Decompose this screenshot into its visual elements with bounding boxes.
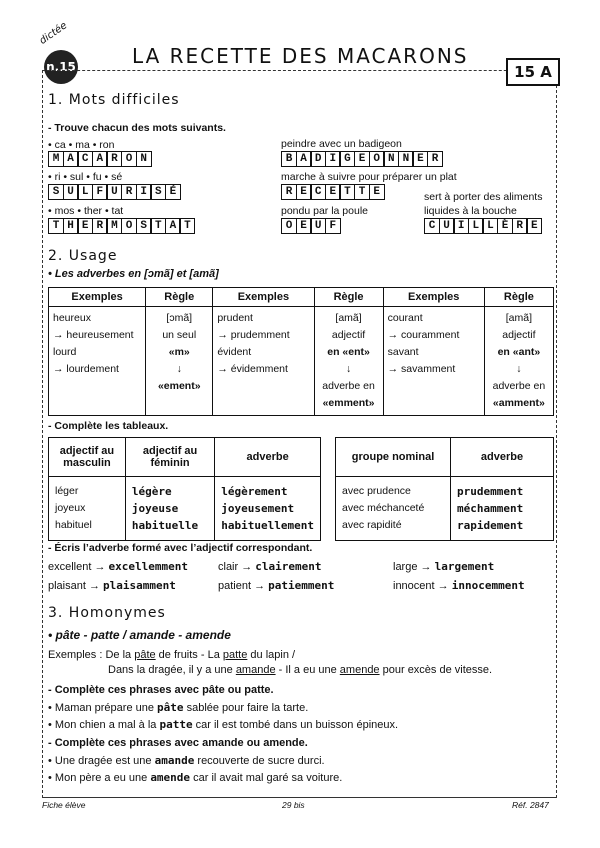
word4-clue: peindre avec un badigeon [281, 138, 402, 150]
s2-subtitle: • Les adverbes en [ɔmã] et [amã] [48, 268, 219, 280]
letter-box: C [424, 218, 440, 234]
th-adverb: adverbe [215, 438, 321, 477]
word6-clue: pondu par la poule [281, 205, 368, 217]
ex-line: → prudemment [217, 329, 290, 341]
letter-box: L [482, 218, 498, 234]
th-examples-3: Exemples [383, 288, 484, 307]
letter-box: M [106, 218, 122, 234]
letter-box: U [310, 218, 326, 234]
text: • Mon père a eu une [48, 772, 151, 784]
th-examples-2: Exemples [213, 288, 314, 307]
sentence-1 [48, 701, 308, 714]
answer: amende [150, 771, 191, 784]
adverb-item-5 [218, 579, 334, 592]
adverb-answer: clairement [255, 560, 322, 573]
th-noun-group: groupe nominal [336, 438, 451, 477]
adjective-table [48, 437, 321, 541]
letter-box: E [412, 151, 428, 167]
rule-cell-1 [146, 307, 213, 416]
letter-box: R [121, 184, 137, 200]
letter-box: S [136, 218, 152, 234]
rule-line: [ɔmã] [166, 312, 193, 324]
sentence-4 [48, 771, 342, 784]
ex-line: heureux [53, 312, 91, 324]
ex-line: → heureusement [53, 329, 134, 341]
th-examples-1: Exemples [49, 288, 146, 307]
rule-line: en «ant» [497, 346, 541, 358]
adj-text: large → [393, 561, 432, 573]
cell-line: avec rapidité [342, 519, 402, 531]
ex-line: → évidemment [217, 363, 288, 375]
text: • Mon chien a mal à la [48, 719, 160, 731]
dictee-label: dictée [37, 20, 70, 47]
page-title: LA RECETTE DES MACARONS [132, 44, 469, 68]
sentence-3 [48, 754, 325, 767]
letter-box: M [48, 151, 64, 167]
answer-line: prudemment [457, 485, 524, 498]
letter-box: O [369, 151, 385, 167]
noun-group-table [335, 437, 554, 541]
letter-box: T [179, 218, 195, 234]
letter-box: R [512, 218, 528, 234]
adj-text: plaisant → [48, 580, 100, 592]
footer-left: Fiche élève [42, 800, 86, 810]
letter-box: I [136, 184, 152, 200]
rule-line: ↓ [516, 363, 522, 375]
rule-line: «emment» [322, 397, 375, 409]
word7-clue-line2: liquides à la bouche [424, 205, 517, 217]
ex-line: savant [387, 346, 419, 358]
answer-line: habituelle [131, 519, 199, 532]
ex-line: évident [217, 346, 252, 358]
adverb-item-3 [393, 560, 494, 573]
letter-box: O [121, 218, 137, 234]
letter-box: E [354, 151, 370, 167]
noun-group-cell [336, 477, 451, 541]
rule-line: «m» [168, 346, 190, 358]
letter-box: E [77, 218, 93, 234]
fem-cell [125, 477, 214, 541]
s2-instruction-write: - Écris l’adverbe formé avec l’adjectif correspondant. [48, 542, 313, 554]
rule-line: adverbe en [492, 380, 546, 392]
adj-text: patient → [218, 580, 266, 592]
examples-cell-3 [383, 307, 484, 416]
word7-clue-line1: sert à porter des aliments [424, 191, 543, 203]
letter-box: A [63, 151, 79, 167]
text: pour excès de vitesse. [379, 664, 493, 676]
example-line-2 [108, 664, 492, 676]
rule-line: [amã] [335, 312, 362, 324]
word3-syllables: • mos • ther • tat [48, 205, 124, 217]
letter-box: T [339, 184, 355, 200]
letter-box: S [150, 184, 166, 200]
answer-line: rapidement [457, 519, 524, 532]
underlined-word: amande [235, 664, 276, 676]
s2-instruction-tables: - Complète les tableaux. [48, 420, 169, 432]
lesson-number-badge: n.15 [44, 50, 78, 84]
cell-line: avec prudence [342, 485, 411, 497]
letter-box: R [281, 184, 297, 200]
footer-center: 29 bis [282, 800, 305, 810]
letter-box: F [325, 218, 341, 234]
rule-line: [amã] [505, 312, 533, 324]
letter-box: T [354, 184, 370, 200]
letter-box: E [296, 218, 312, 234]
letter-box: D [310, 151, 326, 167]
word6-grid [281, 218, 339, 234]
text: de fruits - La [155, 649, 223, 661]
text: - Il a eu une [275, 664, 340, 676]
letter-box: E [369, 184, 385, 200]
cell-line: avec méchanceté [342, 502, 425, 514]
section-2-title: 2. Usage [48, 248, 118, 264]
th-adj-masc: adjectif au masculin [49, 438, 126, 477]
ex-line: → lourdement [53, 363, 119, 375]
adverb-item-2 [218, 560, 322, 573]
word5-clue: marche à suivre pour préparer un plat [281, 171, 457, 183]
ex-line: lourd [53, 346, 77, 358]
th-rule-3: Règle [484, 288, 553, 307]
cell-line: habituel [55, 519, 92, 531]
letter-box: U [439, 218, 455, 234]
letter-box: N [136, 151, 152, 167]
s3-subtitle: • pâte - patte / amande - amende [48, 628, 231, 642]
letter-box: H [63, 218, 79, 234]
s1-instruction: - Trouve chacun des mots suivants. [48, 122, 226, 134]
fiche-number: 15 A [506, 58, 560, 86]
adverb-item-6 [393, 579, 525, 592]
letter-box: A [92, 151, 108, 167]
text: • Maman prépare une [48, 702, 158, 714]
word7-grid [424, 218, 541, 234]
letter-box: F [92, 184, 108, 200]
word1-syllables: • ca • ma • ron [48, 139, 115, 151]
text: sablée pour faire la tarte. [183, 702, 309, 714]
section-1-title: 1. Mots difficiles [48, 92, 180, 108]
adj-text: excellent → [48, 561, 106, 573]
examples-cell-2 [213, 307, 314, 416]
word3-grid [48, 218, 194, 234]
adj-text: clair → [218, 561, 253, 573]
text: car il avait mal garé sa voiture. [190, 772, 343, 784]
th-rule-1: Règle [146, 288, 213, 307]
answer-line: joyeuse [131, 502, 179, 515]
adverb-answer: plaisamment [103, 579, 176, 592]
th-adj-fem: adjectif au féminin [125, 438, 214, 477]
adj-text: innocent → [393, 580, 449, 592]
letter-box: R [92, 218, 108, 234]
s3-instruction-1: - Complète ces phrases avec pâte ou patte. [48, 684, 274, 696]
letter-box: N [383, 151, 399, 167]
underlined-word: amende [339, 664, 380, 676]
letter-box: S [48, 184, 64, 200]
letter-box: É [165, 184, 181, 200]
underlined-word: pâte [134, 649, 156, 661]
answer-line: habituellement [221, 519, 314, 532]
rule-line: adjectif [502, 329, 536, 341]
word2-syllables: • ri • sul • fu • sé [48, 171, 123, 183]
cell-line: joyeux [55, 502, 86, 514]
section-3-title: 3. Homonymes [48, 605, 166, 621]
th-rule-2: Règle [314, 288, 383, 307]
adverb-answer: largement [434, 560, 495, 573]
rule-line: ↓ [345, 363, 352, 375]
letter-box: B [281, 151, 297, 167]
letter-box: R [427, 151, 443, 167]
adverb-answer: patiemment [268, 579, 335, 592]
adverb-answer: innocemment [451, 579, 525, 592]
letter-box: O [121, 151, 137, 167]
text: du lapin / [247, 649, 296, 661]
letter-box: E [325, 184, 341, 200]
masc-cell [49, 477, 126, 541]
rule-line: adjectif [331, 329, 366, 341]
word1-grid [48, 151, 150, 167]
letter-box: I [453, 218, 469, 234]
example-line-1 [48, 649, 295, 661]
letter-box: R [106, 151, 122, 167]
letter-box: L [77, 184, 93, 200]
answer-line: joyeusement [221, 502, 295, 515]
letter-box: T [48, 218, 64, 234]
text: car il est tombé dans un buisson épineux. [192, 719, 399, 731]
text: Exemples : De la [48, 649, 135, 661]
answer-line: légèrement [221, 485, 288, 498]
ex-line: → couramment [387, 329, 460, 341]
letter-box: A [165, 218, 181, 234]
s3-instruction-2: - Complète ces phrases avec amande ou amende. [48, 737, 308, 749]
letter-box: C [310, 184, 326, 200]
word5-grid [281, 184, 383, 200]
rule-line: un seul [162, 329, 197, 341]
word4-grid [281, 151, 442, 167]
answer-line: méchamment [457, 502, 524, 515]
rule-line: adverbe en [322, 380, 375, 392]
adverb-item-4 [48, 579, 176, 592]
letter-box: E [526, 218, 542, 234]
rule-line: «ement» [157, 380, 201, 392]
rule-line: «amment» [492, 397, 545, 409]
rule-line: ↓ [176, 363, 182, 375]
answer: amande [154, 754, 195, 767]
footer-right: Réf. 2847 [512, 800, 549, 810]
adverb-cell-2 [451, 477, 554, 541]
answer: pâte [157, 701, 184, 714]
answer: patte [159, 718, 193, 731]
th-adverb-2: adverbe [451, 438, 554, 477]
adverb-item-1 [48, 560, 188, 573]
letter-box: È [497, 218, 513, 234]
answer-line: légère [131, 485, 172, 498]
letter-box: E [296, 184, 312, 200]
rule-cell-3 [484, 307, 553, 416]
letter-box: L [468, 218, 484, 234]
text: recouverte de sucre durci. [194, 755, 325, 767]
letter-box: I [325, 151, 341, 167]
underlined-word: patte [222, 649, 248, 661]
text: • Une dragée est une [48, 755, 155, 767]
adverb-cell [215, 477, 321, 541]
letter-box: U [106, 184, 122, 200]
word2-grid [48, 184, 179, 200]
rule-line: en «ent» [327, 346, 370, 358]
letter-box: O [281, 218, 297, 234]
letter-box: T [150, 218, 166, 234]
ex-line: prudent [217, 312, 253, 324]
letter-box: G [339, 151, 355, 167]
letter-box: A [296, 151, 312, 167]
sentence-2 [48, 718, 398, 731]
letter-box: U [63, 184, 79, 200]
rule-cell-2 [314, 307, 383, 416]
cell-line: léger [55, 485, 79, 497]
letter-box: C [77, 151, 93, 167]
examples-cell-1 [49, 307, 146, 416]
text: Dans la dragée, il y a une [108, 664, 236, 676]
letter-box: N [398, 151, 414, 167]
ex-line: → savamment [387, 363, 456, 375]
ex-line: courant [387, 312, 423, 324]
adverbs-table [48, 287, 554, 416]
adverb-answer: excellemment [108, 560, 189, 573]
